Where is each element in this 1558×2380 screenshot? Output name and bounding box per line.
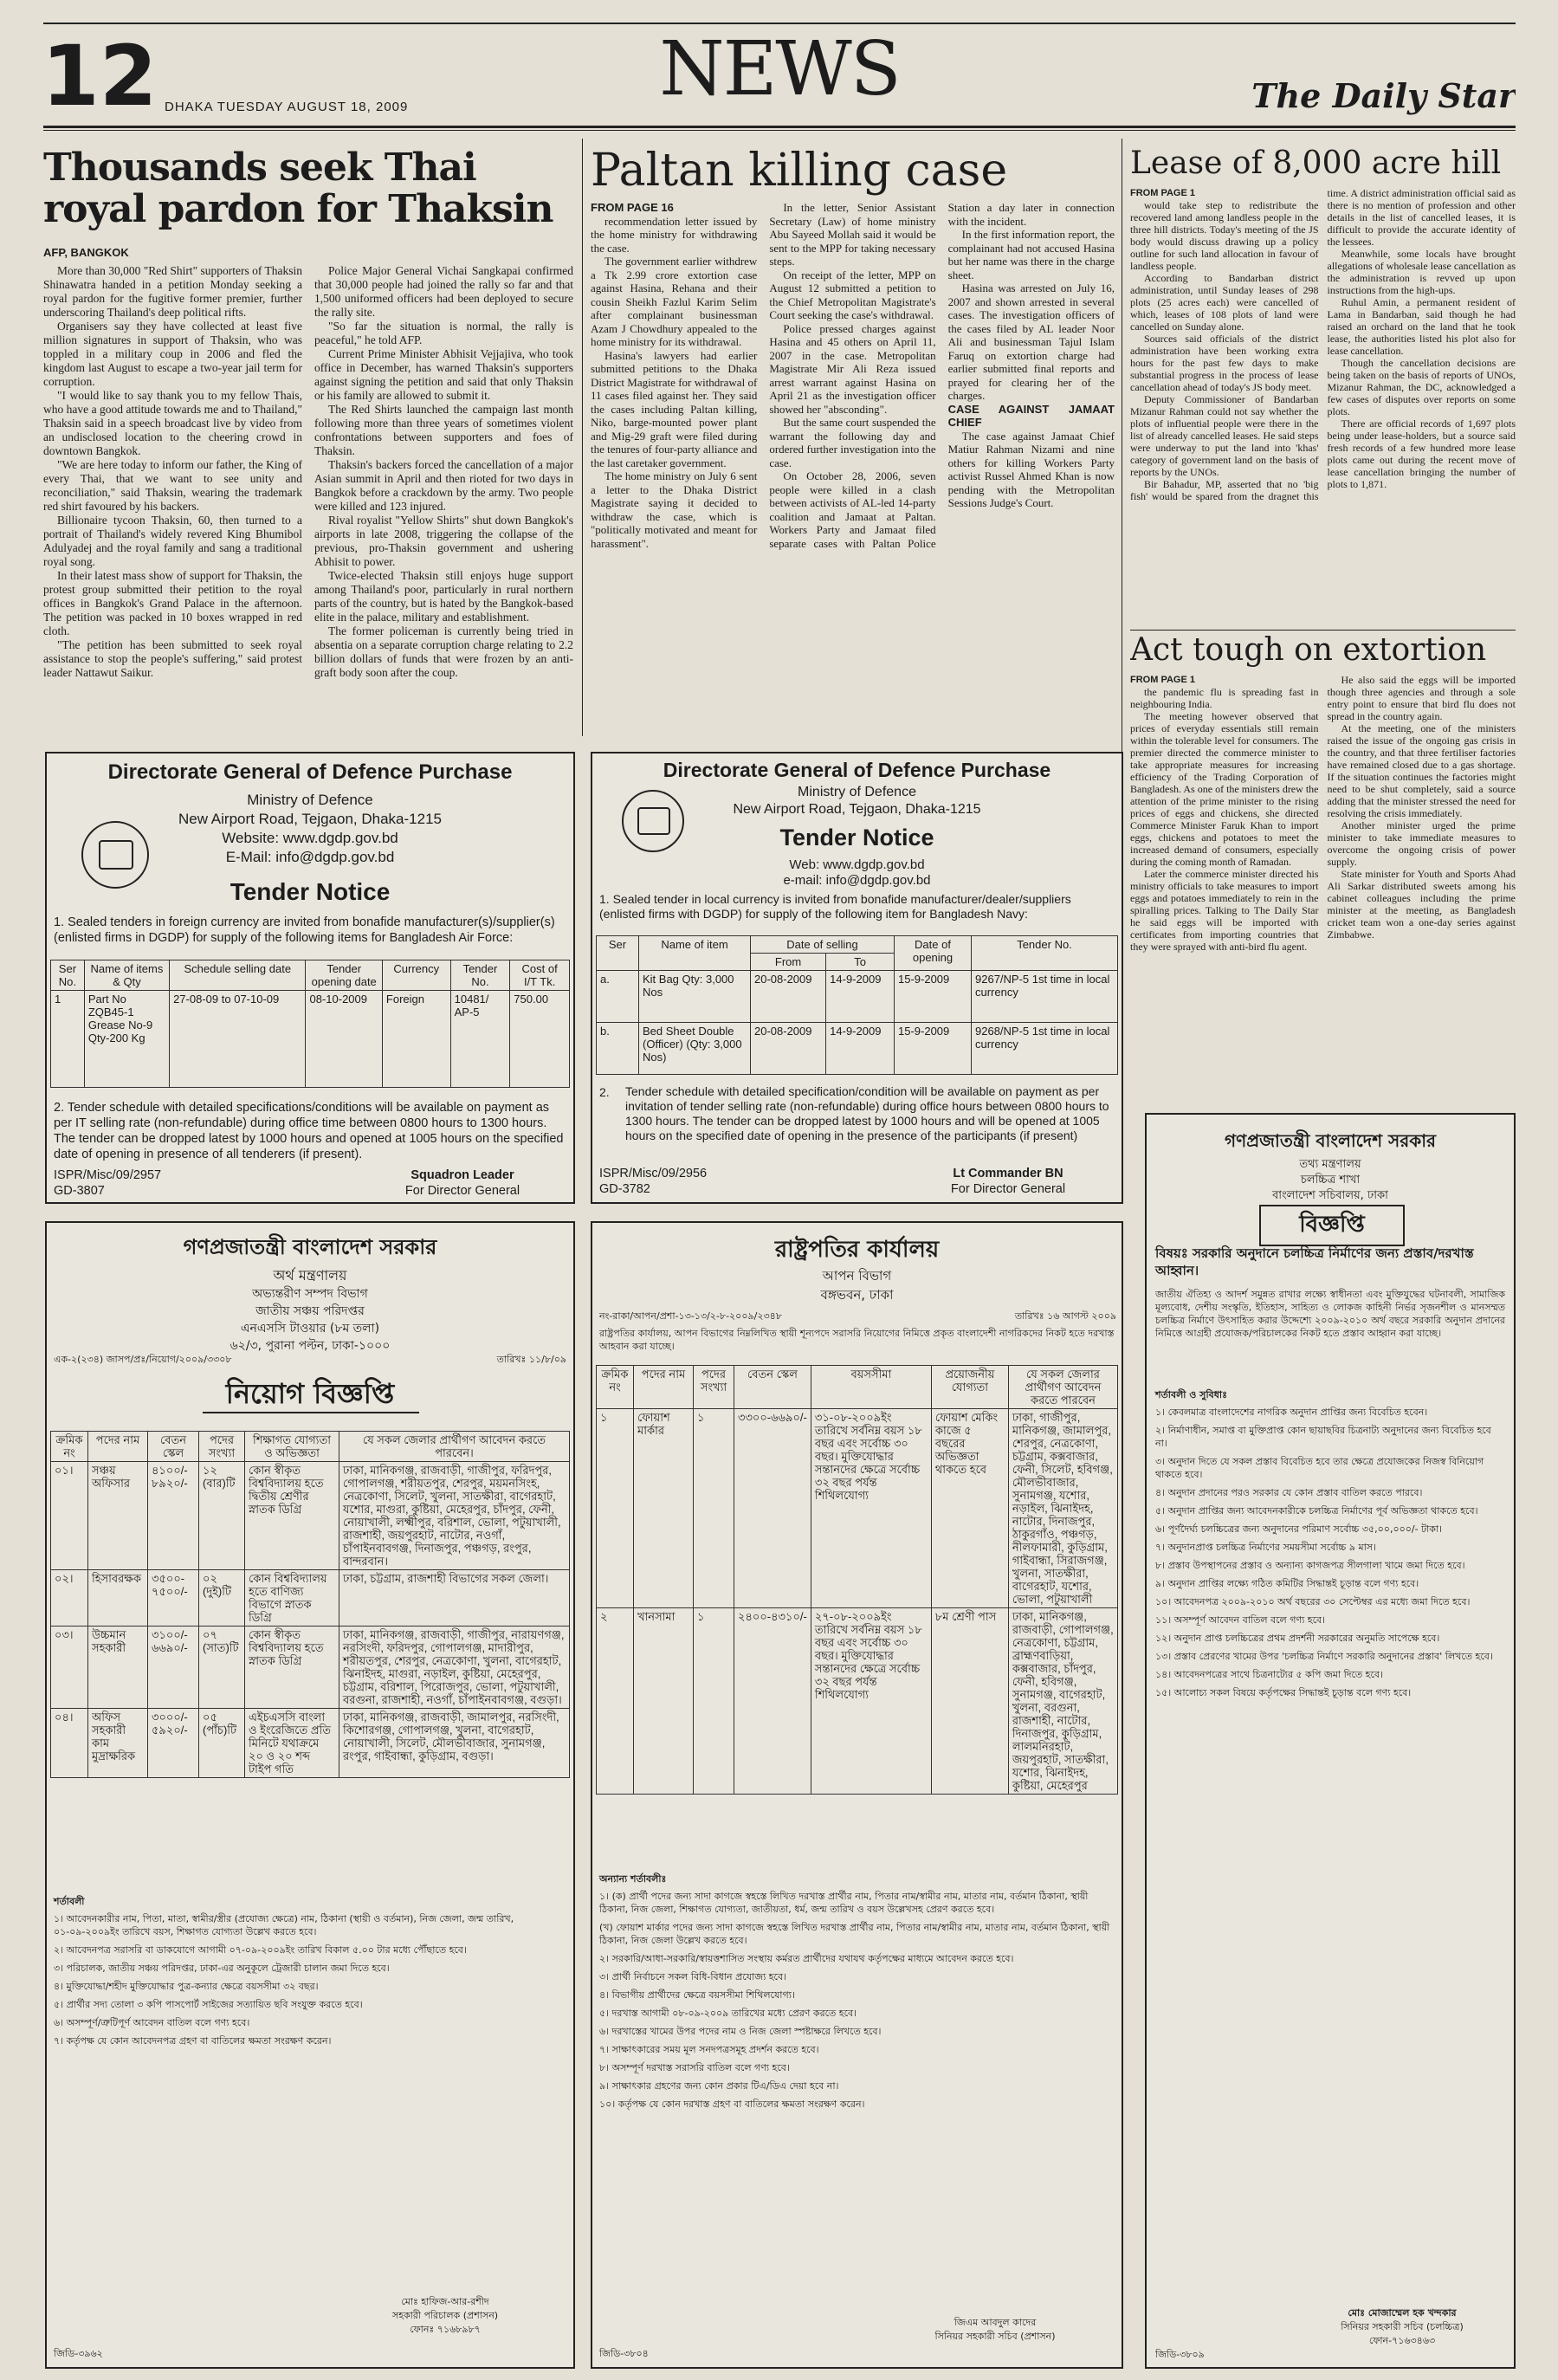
ad-ref: ISPR/Misc/09/2956 <box>599 1167 708 1180</box>
sell-from: 27-08-09 <box>173 993 219 1006</box>
top-rule <box>43 23 1516 24</box>
ad-intro: 1. Sealed tenders in foreign currency are invited from bonafide manufacturer(s)/supplier(s) (enlisted firms in DGDP) for supply of the following items for Bangladesh Air Force: <box>54 915 555 945</box>
paragraph: More than 30,000 "Red Shirt" supporters of Thaksin Shinawatra handed in a petition Monday seeking a royal pardon for the fugitive former premier, further underscoring Thailand's deep political rifts. <box>43 264 302 319</box>
paragraph: Bir Bahadur, MP, asserted that no 'big fish' would be spared from the dragnet this time. A district administration official said as there is no mention of profession and other details in the list of cancelled leases, it is difficult to provide the accurate identity of the lessees. <box>1130 187 1516 502</box>
cell-n: ০৪। <box>51 1709 88 1778</box>
paragraph: Sources said officials of the district administration have been working extra hours for the past few days to make substantial progress in the process of lease cancellation ahead of today's JS body meet. <box>1130 333 1319 393</box>
cell-to: 14-9-2009 <box>826 971 895 1023</box>
col-currency: Currency <box>382 960 450 991</box>
condition-item: ৬। অসম্পূর্ণ/ত্রুটিপূর্ণ আবেদন বাতিল বলে গণ্য হবে। <box>54 2017 250 2028</box>
condition-item: ৪। মুক্তিযোদ্ধা/শহীদ মুক্তিযোদ্ধার পুত্র-কন্যার ক্ষেত্রে বয়সসীমা ৩২ বছর। <box>54 1981 319 1992</box>
condition-item: ৬। পূর্ণদৈর্ঘ্য চলচ্চিত্রের জন্য অনুদানের পরিমাণ সর্বোচ্চ ৩৫,০০,০০০/- টাকা। <box>1155 1523 1443 1535</box>
col-item: Name of items & Qty <box>84 960 169 991</box>
col-cost: Cost of I/T Tk. <box>510 960 570 991</box>
ad-email: e-mail: info@dgdp.gov.bd <box>783 873 931 888</box>
col-age: বয়সসীমা <box>811 1366 931 1409</box>
condition-item: ৫। দরখাস্ত আগামী ০৮-০৯-২০০৯ তারিখের মধ্যে প্রেরণ করতে হবে। <box>599 2008 857 2019</box>
ad-title: Directorate General of Defence Purchase <box>663 759 1051 781</box>
ad-ref: নং-রাকা/আপন/প্রশা-১৩-১৩/২-৮-২০০৯/২৩৪৮ <box>599 1310 782 1322</box>
cell-count: ০৭ (সাত)টি <box>199 1627 245 1709</box>
article-paltan <box>591 147 1115 736</box>
cell-count: ০২ (দুই)টি <box>199 1570 245 1627</box>
ad-notice-title: Tender Notice <box>229 878 391 905</box>
col-ser: Ser No. <box>51 960 85 991</box>
ad-address: New Airport Road, Tejgaon, Dhaka-1215 <box>733 802 981 817</box>
lease-rule <box>1130 630 1516 631</box>
ad-phone: ফোন-৭১৬৩৪৬৩ <box>1368 2335 1436 2346</box>
cell-currency: Foreign <box>382 991 450 1088</box>
cell-ser: 1 <box>51 991 85 1088</box>
ad-phone: ফোনঃ ৭১৬৮৯৮৭ <box>410 2324 481 2335</box>
headline-extortion: Act tough on extortion <box>1130 634 1487 668</box>
col-districts: যে সকল জেলার প্রার্থীগণ আবেদন করতে পারবেন <box>1008 1366 1117 1409</box>
conditions-title: শর্তাবলী <box>54 1896 85 1907</box>
ad-branch: চলচ্চিত্র শাখা <box>1300 1174 1361 1187</box>
cell-from: 20-08-2009 <box>751 1023 826 1075</box>
cell-post: উচ্চমান সহকারী <box>88 1627 148 1709</box>
paragraph: There are official records of 1,697 plots being under lease-holders, but a source said fresh records of a few hundred more lease plots came out during the recent move of lease cancellation bringing the number of plots to 1,871. <box>1327 417 1516 490</box>
kicker-paltan: FROM PAGE 16 <box>591 201 674 214</box>
ad-intro: রাষ্ট্রপতির কার্যালয়, আপন বিভাগের নিম্নলিখিত স্থায়ী শূন্যপদে সরাসরি নিয়োগের নিমিত্তে প্রকৃত বাংলাদেশী নাগরিকদের নিকট হতে দরখাস্ত আহবান করা যাচ্ছে। <box>599 1328 1115 1352</box>
condition-item: ৩। পরিচালক, জাতীয় সঞ্চয় পরিদপ্তর, ঢাকা-এর অনুকূলে ট্রেজারী চালান জমা দিতে হবে। <box>54 1963 390 1974</box>
cell-count: ০৫ (পাঁচ)টি <box>199 1709 245 1778</box>
table-row <box>597 1409 1118 1608</box>
ad-for: For Director General <box>404 1184 520 1198</box>
condition-item: ১১। অসম্পূর্ণ আবেদন বাতিল বলে গণ্য হবে। <box>1155 1614 1326 1626</box>
paragraph: the pandemic flu is spreading fast in neighbouring India. <box>1130 686 1319 710</box>
cell-post: সঞ্চয় অফিসার <box>88 1462 148 1570</box>
condition-item: ৯। অনুদান প্রাপ্তির লক্ষ্যে গঠিত কমিটির সিদ্ধান্তই চূড়ান্ত বলে গণ্য হবে। <box>1155 1578 1419 1589</box>
ad-addr1: এনএসসি টাওয়ার (৮ম তলা) <box>240 1322 380 1336</box>
condition-item: ২। নির্মাণাধীন, সমাপ্ত বা মুক্তিপ্রাপ্ত কোন ছায়াছবির চিত্রনাট্য অনুদানের জন্য বিবেচিত হবে না। <box>1155 1425 1491 1449</box>
ad-ministry: তথ্য মন্ত্রণালয় <box>1299 1158 1361 1171</box>
ad-para2: Tender schedule with detailed specification/condition will be available on payment as per invitation of tender selling rate (non-refundable) during office hours between 0800 hours to 1300 hours. The tender can be dropped latest by 1000 hours and will be opened at 1005 hours on the specified date of opening in the presence of the participants (if present) <box>625 1084 1109 1142</box>
ad-gd: GD-3782 <box>599 1182 650 1196</box>
table-row <box>51 1709 570 1778</box>
condition-item: ৪। অনুদান প্রদানের পরও সরকার যে কোন প্রস্তাব বাতিল করতে পারবে। <box>1155 1487 1423 1498</box>
condition-item: ২। সরকারি/আধা-সরকারি/স্বায়ত্তশাসিত সংস্থায় কর্মরত প্রার্থীদের যথাযথ কর্তৃপক্ষের মাধ্যমে আবেদন করতে হবে। <box>599 1953 1014 1964</box>
section-title: NEWS <box>659 26 900 113</box>
col-serial: ক্রমিক নং <box>51 1432 88 1462</box>
condition-item: ৯। সাক্ষাৎকার গ্রহণের জন্য কোন প্রকার টিএ/ডিএ দেয়া হবে না। <box>599 2080 839 2092</box>
paragraph: According to Bandarban district administration, until Sunday leases of 298 plots (25 acres each) were cancelled of which, leases of 108 plots of land were cancelled on Sunday alone. <box>1130 272 1319 333</box>
ad-signatory: মোঃ হাফিজ-আর-রশীদ <box>401 2296 489 2307</box>
cell-districts: ঢাকা, মানিকগঞ্জ, রাজবাড়ী, গাজীপুর, ফরিদপুর, গোপালগঞ্জ, শরীয়তপুর, শেরপুর, ময়মনসিংহ, নেত্রকোণা, সিলেট, খুলনা, সাতক্ষীরা, বাগেরহাট, যশোর, মাগুরা, কুষ্টিয়া, মেহেরপুর, চাঁদপুর, ফেনী, নোয়াখালী, লক্ষ্মীপুর, বরিশাল, ভোলা, পটুয়াখালী, রাজশাহী, জয়পুরহাট, নাটোর, নওগাঁ, চাঁপাইনবাবগঞ্জ, দিনাজপুর, পঞ্চগড়, রংপুর, বান্দরবান। <box>339 1462 570 1570</box>
paragraph: At the meeting, one of the ministers raised the issue of the ongoing gas crisis in the country, and that three fertiliser factories have remained closed due to a gas shortage. If the situation continues the factories might need to be shut completely, said a source adding that the minister stressed the need for resolving the crisis immediately. <box>1327 722 1516 819</box>
table-header-row <box>597 1366 1118 1409</box>
cell-count: ১ <box>694 1608 734 1795</box>
article-extortion <box>1130 634 1516 1102</box>
col-from: From <box>751 954 826 971</box>
paragraph: recommendation letter issued by the home ministry for withdrawing the case. <box>591 214 758 255</box>
dateline: DHAKA TUESDAY AUGUST 18, 2009 <box>165 100 409 114</box>
condition-item: ১০। আবেদনপত্র ২০০৯-২০১০ অর্থ বছরের ৩০ সেপ্টেম্বর এর মধ্যে জমা দিতে হবে। <box>1155 1596 1471 1607</box>
tender-table-air <box>50 960 570 1088</box>
recruitment-table <box>50 1431 570 1778</box>
president-recruitment-table <box>596 1365 1118 1795</box>
column-rule-1 <box>582 139 583 736</box>
tender-table-navy <box>596 935 1118 1075</box>
article-body-lease <box>1130 187 1516 620</box>
ad-date: তারিখঃ ১১/৮/০৯ <box>496 1354 566 1365</box>
ad-gov: গণপ্রজাতন্ত্রী বাংলাদেশ সরকার <box>1225 1130 1436 1151</box>
cell-scale: ৩৩০০-৬৬৯০/- <box>734 1409 811 1608</box>
cell-qual: কোন স্বীকৃত বিশ্ববিদ্যালয় হতে দ্বিতীয় শ্রেণীর স্নাতক ডিগ্রি <box>245 1462 339 1570</box>
headline-lease: Lease of 8,000 acre hill <box>1130 147 1502 181</box>
sell-to: 07-10-09 <box>234 993 280 1006</box>
cell-schedule <box>170 991 306 1088</box>
col-opening: Date of opening <box>895 936 972 971</box>
ad-notice-title: Tender Notice <box>779 825 934 850</box>
paragraph: Though the cancellation decisions are being taken on the basis of reports of UNOs, Mizanur Rahman, the DC, acknowledged a few cases of disputes over reports on some plots. <box>1327 357 1516 417</box>
cell-scale: ৩৫০০- ৭৫০০/- <box>148 1570 199 1627</box>
col-count: পদের সংখ্যা <box>694 1366 734 1409</box>
cell-qual: কোন বিশ্ববিদ্যালয় হতে বাণিজ্য বিভাগে স্নাতক ডিগ্রি <box>245 1570 339 1627</box>
condition-item: ৪। বিভাগীয় প্রার্থীদের ক্ষেত্রে বয়সসীমা শিথিলযোগ্য। <box>599 1989 795 2001</box>
table-row <box>597 1023 1118 1075</box>
cell-n: ০১। <box>51 1462 88 1570</box>
paragraph: "So far the situation is normal, the rally is peaceful," he told AFP. <box>314 320 573 346</box>
ad-sign-title: সিনিয়র সহকারী সচিব (চলচ্চিত্র) <box>1341 2321 1464 2332</box>
condition-item: ৮। অসম্পূর্ণ দরখাস্ত সরাসরি বাতিল বলে গণ্য হবে। <box>599 2062 790 2073</box>
cell-ser: b. <box>597 1023 639 1075</box>
ad-code: জিডি-৩৮০৪ <box>599 2348 649 2359</box>
tender-notice-air-force <box>45 752 575 1204</box>
table-header-row <box>597 936 1118 954</box>
col-serial: ক্রমিক নং <box>597 1366 634 1409</box>
ad-ministry: Ministry of Defence <box>798 785 916 799</box>
ad-ministry: Ministry of Defence <box>247 792 373 808</box>
cell-item: Bed Sheet Double (Officer) (Qty: 3,000 Nos) <box>639 1023 751 1075</box>
col-count: পদের সংখ্যা <box>199 1432 245 1462</box>
table-header-row <box>51 960 570 991</box>
paragraph: Police Major General Vichai Sangkapai confirmed that 30,000 people had joined the rally so far and that 1,500 uniformed officers had been deployed to secure the rally site. <box>314 264 573 319</box>
cell-post: খানসামা <box>634 1608 694 1795</box>
paragraph: Meanwhile, some locals have brought allegations of wholesale lease cancellation as the administration is revved up upon instructions from the high-ups. <box>1327 248 1516 296</box>
condition-item: ৭। অনুদানপ্রাপ্ত চলচ্চিত্র নির্মাণের সময়সীমা সর্বোচ্চ ৯ মাস। <box>1155 1542 1376 1553</box>
ad-subject: বিষয়ঃ সরকারি অনুদানে চলচ্চিত্র নির্মাণের জন্য প্রস্তাব/দরখাস্ত আহ্বান। <box>1155 1245 1474 1278</box>
condition-item: ১। কেবলমাত্র বাংলাদেশের নাগরিক অনুদান প্রাপ্তির জন্য বিবেচিত হবেন। <box>1155 1407 1428 1418</box>
cell-age: ২৭-০৮-২০০৯ইং তারিখে সর্বনিম্ন বয়স ১৮ বছর এবং সর্বোচ্চ ৩০ বছর। মুক্তিযোদ্ধার সন্তানদের ক্ষেত্রে সর্বোচ্চ ৩২ বছর পর্যন্ত শিথিলযোগ্য <box>811 1608 931 1795</box>
headline-thai: Thousands seek Thai royal pardon for Thaksin <box>43 147 553 231</box>
paragraph: The government earlier withdrew a Tk 2.99 crore extortion case against Hasina, Rehana and their cousin Sheikh Fazlul Karim Selim after complainant businessman Azam J Chowdhury appealed to the home ministry for its withdrawal. <box>591 255 758 348</box>
paragraph: Twice-elected Thaksin still enjoys huge support among Thailand's poor, particularly in rural northern parts of the country, but is hated by the Bangkok-based elite in the palace, military and establishment. <box>314 569 573 624</box>
paragraph: But the same court suspended the warrant the following day and ordered further investigation into the case. <box>769 416 936 469</box>
ad-intro: জাতীয় ঐতিহ্য ও আদর্শ সমুন্নত রাখার লক্ষ্যে স্বাধীনতা এবং মুক্তিযুদ্ধের ঘটনাবলী, সামাজিক মূল্যবোধ, দেশীয় সংস্কৃতি, ইতিহাস, সাহিত্য ও লোকজ কাহিনী নির্ভর সৃজনশীল ও মানসম্মত চলচ্চিত্র নির্মাণে উৎসাহিত করার উদ্দেশ্যে ২০০৯-২০১০ অর্থ বছরে সরকারি অনুদান প্রদানের নিমিত্তে আগ্রহী প্রযোজক/পরিচালকের নিকট হতে প্রস্তাব আহ্বান করা যাচ্ছে। <box>1155 1289 1505 1339</box>
ad-board: জাতীয় সঞ্চয় পরিদপ্তর <box>255 1304 365 1318</box>
ad-para2-num: 2. <box>599 1085 610 1099</box>
ad-sign-title: সহকারী পরিচালক (প্রশাসন) <box>391 2310 499 2321</box>
cell-opening: 08-10-2009 <box>306 991 382 1088</box>
condition-item: ৭। কর্তৃপক্ষ যে কোন আবেদনপত্র গ্রহণ বা বাতিলের ক্ষমতা সংরক্ষণ করেন। <box>54 2035 332 2047</box>
paragraph: State minister for Youth and Sports Ahad Ali Sarkar distributed sweets among his cabinet colleagues including the prime minister at the meeting, as Bangladesh cricket team won a one-day series against Zimbabwe. <box>1327 868 1516 941</box>
headline-paltan: Paltan killing case <box>591 147 1008 197</box>
col-scale: বেতন স্কেল <box>734 1366 811 1409</box>
paragraph: He also said the eggs will be imported though three agencies and through a sole entry point to ensure that bird flu does not spread in the country again. <box>1327 674 1516 722</box>
cell-n: ১ <box>597 1409 634 1608</box>
paragraph: Current Prime Minister Abhisit Vejjajiva, who took office in December, has warned Thaksin's supporters against signing the petition and said that only Thaksin or his family are allowed to submit it. <box>314 347 573 402</box>
paragraph: would take step to redistribute the recovered land among landless people in the three hill districts. Today's meeting of the JS body would discuss drawing up a policy outline for such land allocation in favour of landless people. <box>1130 199 1319 272</box>
page-number: 12 <box>42 35 158 121</box>
condition-item: ৭। সাক্ষাৎকারের সময় মূল সনদপত্রসমূহ প্রদর্শন করতে হবে। <box>599 2044 819 2055</box>
ad-date: তারিখঃ ১৬ আগস্ট ২০০৯ <box>1014 1310 1116 1322</box>
cell-item: Part No ZQB45-1 Grease No-9 Qty-200 Kg <box>84 991 169 1088</box>
cell-districts: ঢাকা, মানিকগঞ্জ, রাজবাড়ী, গাজীপুর, নারায়ণগঞ্জ, নরসিংদী, ফরিদপুর, গোপালগঞ্জ, মাদারীপুর, শরীয়তপুর, শেরপুর, নেত্রকোণা, খুলনা, বাগেরহাট, ঝিনাইদহ, মাগুরা, নড়াইল, কুষ্টিয়া, মেহেরপুর, চট্টগ্রাম, বরিশাল, পিরোজপুর, ভোলা, পটুয়াখালী, বরগুনা, রাজশাহী, নওগাঁ, চাঁপাইনবাবগঞ্জ, বগুড়া। <box>339 1627 570 1709</box>
cell-qual: এইচএসসি বাংলা ও ইংরেজিতে প্রতি মিনিটে যথাক্রমে ২০ ও ২০ শব্দ টাইপ গতি <box>245 1709 339 1778</box>
byline-thai: AFP, BANGKOK <box>43 246 129 259</box>
cell-post: অফিস সহকারী কাম মুদ্রাক্ষরিক <box>88 1709 148 1778</box>
ad-ministry: অর্থ মন্ত্রণালয় <box>273 1267 347 1284</box>
cell-districts: ঢাকা, মানিকগঞ্জ, রাজবাড়ী, গোপালগঞ্জ, নেত্রকোণা, চট্টগ্রাম, ব্রাহ্মণবাড়িয়া, কক্সবাজার, চাঁদপুর, ফেনী, হবিগঞ্জ, সুনামগঞ্জ, বাগেরহাট, খুলনা, বরগুনা, রাজশাহী, নাটোর, দিনাজপুর, কুড়িগ্রাম, লালমনিরহাট, জয়পুরহাট, সাতক্ষীরা, যশোর, ঝিনাইদহ, কুষ্টিয়া, মেহেরপুর <box>1008 1608 1117 1795</box>
paragraph: Hasina was arrested on July 16, 2007 and shown arrested in several cases. The investigation officers of the cases filed by AL leader Noor Ali and businessman Tajul Islam Faruq on extortion charge had earlier submitted final reports and prayed for clearing her of the charges. <box>947 281 1115 402</box>
condition-item: ১৫। আলোচ্য সকল বিষয়ে কর্তৃপক্ষের সিদ্ধান্তই চূড়ান্ত বলে গণ্য হবে। <box>1155 1687 1412 1698</box>
condition-item: ২। আবেদনপত্র সরাসরি বা ডাকযোগে আগামী ০৭-০৯-২০০৯ইং তারিখ বিকাল ৫.০০ টার মধ্যে পৌঁছাতে হবে। <box>54 1944 467 1956</box>
bangla-film-grant-notice <box>1145 1113 1516 2369</box>
col-to: To <box>826 954 895 971</box>
cell-tender: 9267/NP-5 1st time in local currency <box>972 971 1118 1023</box>
ad-signatory: মোঃ মোজাম্মেল হক খন্দকার <box>1348 2307 1457 2319</box>
ad-signatory: জিএম আবদুল কাদের <box>954 2317 1037 2328</box>
cell-scale: ৩১০০/- ৬৬৯০/- <box>148 1627 199 1709</box>
ad-title: বিজ্ঞপ্তি <box>1259 1205 1405 1246</box>
bangla-president-office-notice <box>591 1221 1123 2369</box>
cell-qual: ৮ম শ্রেণী পাস <box>931 1608 1008 1795</box>
paragraph: "The petition has been submitted to seek royal assistance to stop the people's suffering," said protest leader Nattawut Saikur. <box>43 638 302 679</box>
cell-qual: কোন স্বীকৃত বিশ্ববিদ্যালয় হতে স্নাতক ডিগ্রি <box>245 1627 339 1709</box>
paragraph: Another minister urged the prime minister to take immediate measures to overcome the ongoing crisis of power supply. <box>1327 819 1516 868</box>
ad-title: নিয়োগ বিজ্ঞপ্তি <box>225 1377 395 1410</box>
article-thai <box>43 147 573 736</box>
ad-ref: ISPR/Misc/09/2957 <box>54 1168 162 1182</box>
ad-website: Website: www.dgdp.gov.bd <box>222 830 398 846</box>
condition-item: ৬। দরখাস্তের খামের উপর পদের নাম ও নিজ জেলা স্পষ্টাক্ষরে লিখতে হবে। <box>599 2026 882 2037</box>
ad-gd: GD-3807 <box>54 1184 105 1198</box>
paragraph: Ruhul Amin, a permanent resident of Lama in Bandarban, said though he had raised an orchard on the land that he took lease, the authorities listed his plot also for lease cancellation. <box>1327 296 1516 357</box>
paragraph: Police pressed charges against Hasina and 45 others on April 11, 2007 in the case. Metropolitan Magistrate Mir Ali Reza issued arrest warrant against Hasina on April 21 as the investigation officer showed her "absconding". <box>769 321 936 416</box>
condition-item: ৫। অনুদান প্রাপ্তির জন্য আবেদনকারীকে চলচ্চিত্র নির্মাণের পূর্ব অভিজ্ঞতা থাকতে হবে। <box>1155 1505 1478 1517</box>
article-body-thai <box>43 264 573 715</box>
table-row <box>597 1608 1118 1795</box>
paragraph: Billionaire tycoon Thaksin, 60, then turned to a portrait of Thailand's widely revered King Bhumibol Adulyadej and the royal family and sang a traditional royal song. <box>43 514 302 568</box>
condition-item: ১। আবেদনকারীর নাম, পিতা, মাতা, স্বামীর/স্ত্রীর (প্রযোজ্য ক্ষেত্রে) নাম, ঠিকানা (স্থায়ী ও বর্তমান), নিজ জেলা, জন্ম তারিখ, ০১-০৯-২০০৯ইং তারিখে বয়স, শিক্ষাগত যোগ্যতা উল্লেখ করতে হবে। <box>54 1913 514 1937</box>
condition-item: ১। (ক) প্রার্থী পদের জন্য সাদা কাগজে স্বহস্তে লিখিত দরখাস্ত প্রার্থীর নাম, পিতার নাম/স্বামীর নাম, মাতার নাম, বর্তমান ঠিকানা, স্থায়ী ঠিকানা, নিজ জেলা, শিক্ষাগত যোগ্যতা, জাতীয়তা, ধর্ম, জন্ম তারিখ ও বয়স উল্লেখসহ প্রেরণ করতে হবে। <box>599 1891 1089 1915</box>
masthead-rule-thin <box>43 130 1516 131</box>
cell-count: ১ <box>694 1409 734 1608</box>
cell-cost: 750.00 <box>510 991 570 1088</box>
col-post: পদের নাম <box>634 1366 694 1409</box>
paragraph: Thaksin's backers forced the cancellation of a major Asian summit in April and then rioted for two days in Bangkok before a crackdown by the army. Two people were killed and 123 injured. <box>314 458 573 513</box>
col-post: পদের নাম <box>88 1432 148 1462</box>
sell-to-word: to <box>221 993 231 1006</box>
cell-n: ২ <box>597 1608 634 1795</box>
ad-signatory: Squadron Leader <box>411 1168 514 1182</box>
col-scale: বেতন স্কেল <box>148 1432 199 1462</box>
conditions-list <box>1155 1406 1505 1704</box>
condition-item: ১০। কর্তৃপক্ষ যে কোন দরখাস্ত গ্রহণ বা বাতিলের ক্ষমতা সংরক্ষণ করেন। <box>599 2099 865 2110</box>
col-tender-no: Tender No. <box>972 936 1118 971</box>
col-districts: যে সকল জেলার প্রার্থীগণ আবেদন করতে পারবেন। <box>339 1432 570 1462</box>
conditions-list <box>599 1890 1115 2116</box>
col-ser: Ser <box>597 936 639 971</box>
subhead: CASE AGAINST JAMAAT CHIEF <box>947 402 1115 429</box>
cell-scale: ৪১০০/- ৮৯২০/- <box>148 1462 199 1570</box>
paragraph: The home ministry on July 6 sent a letter to the Dhaka District Magistrate saying it decided to withdraw the case, which is "politically motivated and meant for harassment". <box>591 469 758 550</box>
bangla-recruitment-notice <box>45 1221 575 2369</box>
conditions-title: অন্যান্য শর্তাবলীঃ <box>599 1873 667 1885</box>
conditions-title: শর্তাবলী ও সুবিধাঃ <box>1155 1389 1227 1400</box>
condition-item: ১৩। প্রস্তাব প্রেরণের খামের উপর 'চলচ্চিত্র নির্মাণে সরকারি অনুদানের প্রস্তাব' লিখতে হবে। <box>1155 1651 1493 1662</box>
paragraph: On October 28, 2006, seven people were killed in a clash between activists of AL-led 14-party coalition and Jamaat at Paltan. Workers Party and Jamaat filed separate cases with Paltan Police Station a day later in connection with the incident. <box>769 201 1115 550</box>
condition-item: (খ) ফোয়াশ মার্কার পদের জন্য সাদা কাগজে স্বহস্তে লিখিত দরখাস্ত প্রার্থীর নাম, পিতার নাম/স্বামীর নাম, মাতার নাম, বর্তমান ঠিকানা, স্থায়ী ঠিকানা, নিজ জেলা উল্লেখ করতে হবে। <box>599 1922 1110 1946</box>
cell-item: Kit Bag Qty: 3,000 Nos <box>639 971 751 1023</box>
condition-item: ৩। প্রার্থী নির্বাচনে সকল বিধি-বিধান প্রযোজ্য হবে। <box>599 1971 787 1982</box>
ad-ref: এক-২(২৩৪) জাসপ/প্রঃ/নিয়োগ/২০০৯/৩৩০৮ <box>54 1354 232 1365</box>
ad-code: জিডি-৩৮০৯ <box>1155 2349 1205 2360</box>
paragraph: In their latest mass show of support for Thaksin, the protest group submitted their petition to the royal offices in Bangkok's Grand Palace in the afternoon. The petition was packed in 10 boxes wrapped in red cloth. <box>43 569 302 637</box>
condition-item: ১৪। আবেদনপত্রের সাথে চিত্রনাট্যের ৫ কপি জমা দিতে হবে। <box>1155 1669 1383 1680</box>
kicker-lease: FROM PAGE 1 <box>1130 188 1195 198</box>
cell-open: 15-9-2009 <box>895 971 972 1023</box>
ad-division: আপন বিভাগ <box>822 1268 892 1284</box>
cell-post: ফোয়াশ মার্কার <box>634 1409 694 1608</box>
article-body-paltan <box>591 201 1115 714</box>
col-tender-no: Tender No. <box>450 960 510 991</box>
paragraph: Deputy Commissioner of Bandarban Mizanur Rahman could not say whether the plots of influential people were there in the list of already cancelled leases. He said steps were underway to put the land into 'khas' category of government land on the basis of reports by the UNOs. <box>1130 393 1319 478</box>
table-row <box>51 991 570 1088</box>
cell-qual: ফোয়াশ মেকিং কাজে ৫ বছরের অভিজ্ঞতা থাকতে হবে <box>931 1409 1008 1608</box>
ad-addr2: ৬২/৩, পুরানা পল্টন, ঢাকা-১০০০ <box>229 1339 391 1353</box>
ad-web: Web: www.dgdp.gov.bd <box>789 857 925 872</box>
paragraph: In the letter, Senior Assistant Secretary (Law) of home ministry Abu Sayeed Mollah said it would be sent to the MPP for taking necessary steps. <box>769 201 936 268</box>
cell-districts: ঢাকা, গাজীপুর, মানিকগঞ্জ, জামালপুর, শেরপুর, নেত্রকোণা, চট্টগ্রাম, কক্সবাজার, ফেনী, সিলেট, হবিগঞ্জ, মৌলভীবাজার, সুনামগঞ্জ, যশোর, নড়াইল, ঝিনাইদহ, নাটোর, দিনাজপুর, ঠাকুরগাঁও, পঞ্চগড়, নীলফামারী, কুড়িগ্রাম, গাইবান্ধা, সিরাজগঞ্জ, খুলনা, সাতক্ষীরা, বাগেরহাট, যশোর, ভোলা, পটুয়াখালী <box>1008 1409 1117 1608</box>
cell-scale: ২৪০০-৪৩১০/- <box>734 1608 811 1795</box>
cell-tender-no: 10481/ AP-5 <box>450 991 510 1088</box>
ad-email: E-Mail: info@dgdp.gov.bd <box>225 849 395 865</box>
table-row <box>51 1627 570 1709</box>
cell-ser: a. <box>597 971 639 1023</box>
condition-item: ৮। প্রস্তাব উপস্থাপনের প্রস্তাব ও অন্যান্য কাগজপত্র সীলগালা খামে জমা দিতে হবে। <box>1155 1560 1465 1571</box>
cell-to: 14-9-2009 <box>826 1023 895 1075</box>
cell-districts: ঢাকা, চট্টগ্রাম, রাজশাহী বিভাগের সকল জেলা। <box>339 1570 570 1627</box>
col-item: Name of item <box>639 936 751 971</box>
cell-from: 20-08-2009 <box>751 971 826 1023</box>
cell-n: ০২। <box>51 1570 88 1627</box>
ad-place: বাংলাদেশ সচিবালয়, ঢাকা <box>1272 1189 1388 1202</box>
cell-scale: ৩০০০/- ৫৯২০/- <box>148 1709 199 1778</box>
col-selling: Date of selling <box>751 936 895 954</box>
paragraph: Later the commerce minister directed his ministry officials to take measures to import eggs and potatoes immediately to rein in the spiralling prices. Talking to The Daily Star he said eggs will be imported with certificates from importing countries that they were sprayed with anti-bird flu agent. <box>1130 868 1319 953</box>
col-qualification: শিক্ষাগত যোগ্যতা ও অভিজ্ঞতা <box>245 1432 339 1462</box>
cell-n: ০৩। <box>51 1627 88 1709</box>
condition-item: ৫। প্রার্থীর সদ্য তোলা ৩ কপি পাসপোর্ট সাইজের সত্যায়িত ছবি সংযুক্ত করতে হবে। <box>54 1999 363 2010</box>
paragraph: Rival royalist "Yellow Shirts" shut down Bangkok's airports in late 2008, triggering the collapse of the previous, pro-Thaksin government and ushering Abhisit to power. <box>314 514 573 568</box>
condition-item: ৩। অনুদান দিতে যে সকল প্রস্তাব বিবেচিত হবে তার ক্ষেত্রে প্রযোজকের নিজস্ব বিনিয়োগ থাকতে হবে। <box>1155 1456 1484 1480</box>
paragraph: On receipt of the letter, MPP on August 12 submitted a petition to the Chief Metropolitan Magistrate's Court seeking the case's withdrawal. <box>769 268 936 321</box>
paragraph: Organisers say they have collected at least five million signatures in support of Thaksin, who was toppled in a military coup in 2006 and fled the kingdom last August to escape a two-year jail term for corruption. <box>43 320 302 388</box>
cell-post: হিসাবরক্ষক <box>88 1570 148 1627</box>
ad-title: রাষ্ট্রপতির কার্যালয় <box>774 1237 940 1263</box>
paragraph: The Red Shirts launched the campaign last month following more than three years of sometimes violent confrontations between supporters and foes of Thaksin. <box>314 403 573 457</box>
paragraph: Hasina's lawyers had earlier submitted petitions to the Dhaka District Magistrate for withdrawal of 11 cases filed against her. They said the cases including Paltan killing, Niko, barge-mounted power plant and Mig-29 graft were filed during the tenures of four-party alliance and the last caretaker government. <box>591 348 758 469</box>
ad-signatory: Lt Commander BN <box>953 1167 1063 1180</box>
paragraph: In the first information report, the complainant had not accused Hasina but her name was there in the charge sheet. <box>947 228 1115 281</box>
paragraph: The former policeman is currently being tried in absentia on a separate corruption charge relating to 2.2 billion dollars of funds that were frozen by an anti-graft body soon after the coup. <box>314 624 573 679</box>
paragraph: "We are here today to inform our father, the King of every Thai, that we want to see unity and reconciliation," said Thaksin, wearing the trademark red shirt favoured by his backers. <box>43 458 302 513</box>
ad-address: New Airport Road, Tejgaon, Dhaka-1215 <box>178 811 442 827</box>
article-body-extortion <box>1130 674 1516 1094</box>
paragraph: The meeting however observed that prices of everyday essentials still remain within the tolerable level for consumers. The premier directed the commerce minister to take appropriate measures for increasing efficiency of the Trading Corporation of Bangladesh. As one of the ministers drew the attention of the prime minister to the rising prices of eggs and chickens, she directed Commerce Minister Faruk Khan to import eggs, chickens and potatoes to meet the increased demand of consumers, especially during the coming month of Ramadan. <box>1130 710 1319 868</box>
ad-sign-title: সিনিয়র সহকারী সচিব (প্রশাসন) <box>934 2331 1056 2342</box>
cell-age: ৩১-০৮-২০০৯ইং তারিখে সর্বনিম্ন বয়স ১৮ বছর এবং সর্বোচ্চ ৩০ বছর। মুক্তিযোদ্ধার সন্তানদের ক্ষেত্রে সর্বোচ্চ ৩২ বছর পর্যন্ত শিথিলযোগ্য <box>811 1409 931 1608</box>
ad-code: জিডি-৩৯৬২ <box>54 2348 103 2359</box>
cell-open: 15-9-2009 <box>895 1023 972 1075</box>
paragraph: The case against Jamaat Chief Matiur Rahman Nizami and nine others for killing Workers Party activist Russel Ahmed Khan is now pending with the Metropolitan Sessions Judge's Court. <box>947 429 1115 509</box>
cell-tender: 9268/NP-5 1st time in local currency <box>972 1023 1118 1075</box>
conditions-list <box>54 1912 566 2053</box>
kicker-extortion: FROM PAGE 1 <box>1130 675 1195 685</box>
table-header-row <box>51 1432 570 1462</box>
cell-count: ১২ (বার)টি <box>199 1462 245 1570</box>
ad-intro: 1. Sealed tender in local currency is invited from bonafide manufacturer/dealer/suppliers (enlisted firms with DGDP) for supply of the following item for Bangladesh Navy: <box>599 892 1071 921</box>
table-row <box>51 1570 570 1627</box>
masthead-rule <box>43 126 1516 128</box>
ad-para2: 2. Tender schedule with detailed specifications/conditions will be available on payment as per IT selling rate (non-refundable) during office time between 0800 hours to 1300 hours. The tender can be dropped latest by 1000 hours and opened at 1005 hours on the specified date of opening in presence of all tenderers (if present). <box>54 1101 564 1161</box>
ad-gov: গণপ্রজাতন্ত্রী বাংলাদেশ সরকার <box>183 1235 437 1259</box>
title-underline <box>203 1412 419 1413</box>
col-schedule: Schedule selling date <box>170 960 306 991</box>
ad-for: For Director General <box>950 1182 1066 1196</box>
ad-division: অভ্যন্তরীণ সম্পদ বিভাগ <box>252 1287 368 1301</box>
tender-notice-navy <box>591 752 1123 1204</box>
col-qualification: প্রয়োজনীয় যোগ্যতা <box>931 1366 1008 1409</box>
table-row <box>597 971 1118 1023</box>
paragraph: "I would like to say thank you to my fellow Thais, who have a good attitude towards me and to Thailand," Thaksin said in a speech broadcast live by video from an undisclosed location to the cheering crowd in downtown Bangkok. <box>43 389 302 457</box>
col-opening: Tender opening date <box>306 960 382 991</box>
brand-logo: The Daily Star <box>1251 76 1516 115</box>
ad-place: বঙ্গভবন, ঢাকা <box>820 1287 894 1303</box>
cell-districts: ঢাকা, মানিকগঞ্জ, রাজবাড়ী, জামালপুর, নরসিংদী, কিশোরগঞ্জ, গোপালগঞ্জ, খুলনা, বাগেরহাট, নোয়াখালী, সিলেট, মৌলভীবাজার, সুনামগঞ্জ, রংপুর, গাইবান্ধা, কুড়িগ্রাম, বগুড়া। <box>339 1709 570 1778</box>
table-row <box>51 1462 570 1570</box>
article-lease <box>1130 147 1516 628</box>
ad-title: Directorate General of Defence Purchase <box>107 760 513 784</box>
condition-item: ১২। অনুদান প্রাপ্ত চলচ্চিত্রের প্রথম প্রদর্শনী সরকারের অনুমতি সাপেক্ষে হবে। <box>1155 1633 1440 1644</box>
